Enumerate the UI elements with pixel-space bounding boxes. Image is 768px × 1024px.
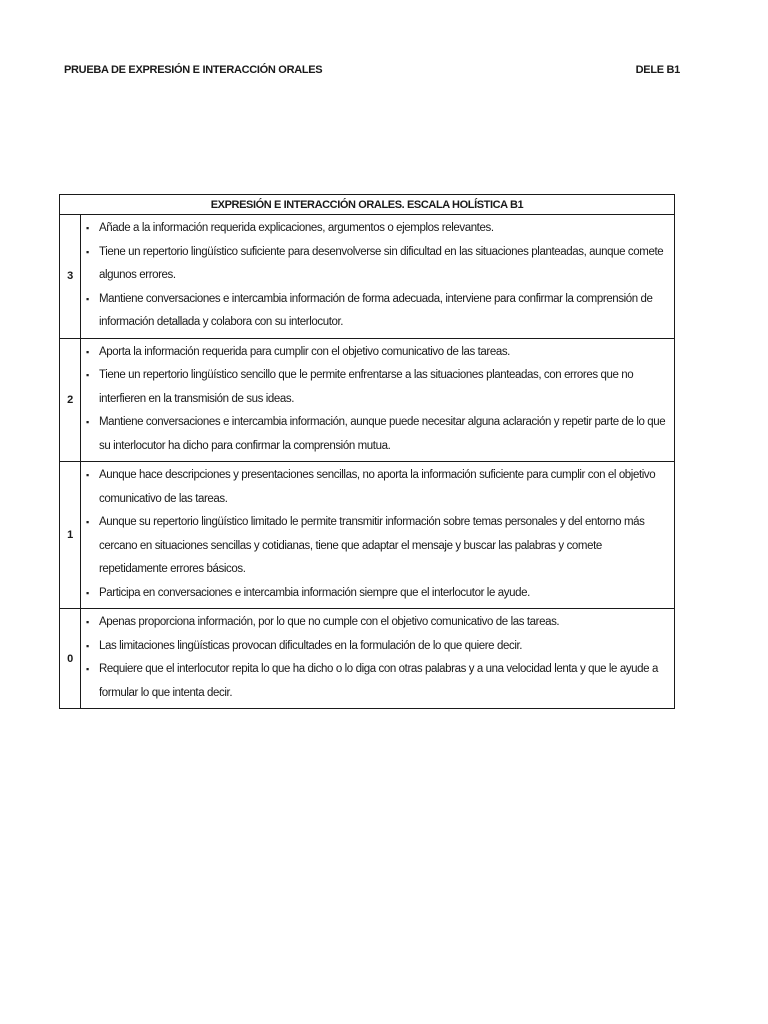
score-value: 1 — [60, 462, 81, 609]
score-descriptors — [81, 338, 675, 462]
descriptor-text: Aporta la información requerida para cumplir con el objetivo comunicativo de las tareas. — [99, 345, 510, 358]
bullet-icon: ▪ — [86, 517, 89, 527]
descriptor-text: Mantiene conversaciones e intercambia información de forma adecuada, interviene para confirmar la comprensión de información detallada y colabora con su interlocutor. — [99, 292, 653, 328]
table-body — [60, 215, 675, 709]
score-descriptors — [81, 462, 675, 609]
descriptor-item — [85, 364, 670, 411]
score-descriptors — [81, 609, 675, 709]
descriptor-item — [85, 511, 670, 582]
score-descriptors — [81, 215, 675, 339]
score-value: 3 — [60, 215, 81, 339]
descriptor-list — [85, 611, 670, 705]
descriptor-item — [85, 288, 670, 335]
bullet-icon: ▪ — [86, 346, 89, 357]
descriptor-item — [85, 341, 670, 365]
descriptor-text: Aunque su repertorio lingüístico limitado le permite transmitir información sobre temas personales y del entorno más cercano en situaciones sencillas y cotidianas, tiene que adaptar el mensaje y buscar las palabras y comete repetidamente errores básicos. — [99, 516, 645, 575]
descriptor-text: Mantiene conversaciones e intercambia información, aunque puede necesitar alguna aclaración y repetir parte de lo que su interlocutor ha dicho para confirmar la comprensión mutua. — [99, 416, 666, 452]
table-title: EXPRESIÓN E INTERACCIÓN ORALES. ESCALA HOLÍSTICA B1 — [60, 195, 675, 215]
bullet-icon: ▪ — [86, 664, 89, 674]
descriptor-list — [85, 341, 670, 459]
descriptor-text: Tiene un repertorio lingüístico suficiente para desenvolverse sin dificultad en las situaciones planteadas, aunque comete algunos errores. — [99, 245, 664, 281]
descriptor-text: Requiere que el interlocutor repita lo que ha dicho o lo diga con otras palabras y a una velocidad lenta y que le ayude a formular lo que intenta decir. — [99, 663, 658, 699]
descriptor-text: Añade a la información requerida explicaciones, argumentos o ejemplos relevantes. — [99, 222, 494, 234]
descriptor-item — [85, 241, 670, 288]
descriptor-list — [85, 217, 670, 335]
descriptor-item — [85, 635, 670, 659]
descriptor-text: Aunque hace descripciones y presentaciones sencillas, no aporta la información suficiente para cumplir con el objetivo comunicativo de las tareas. — [99, 469, 656, 505]
descriptor-text: Las limitaciones lingüísticas provocan dificultades en la formulación de lo que quiere decir. — [99, 639, 523, 652]
bullet-icon: ▪ — [86, 470, 89, 480]
descriptor-item — [85, 582, 670, 606]
bullet-icon: ▪ — [86, 587, 89, 598]
descriptor-item — [85, 464, 670, 511]
page-header — [64, 64, 680, 80]
descriptor-list — [85, 464, 670, 605]
level-label: DELE B1 — [635, 64, 680, 76]
descriptor-text: Apenas proporciona información, por lo que no cumple con el objetivo comunicativo de las tareas. — [99, 616, 560, 628]
bullet-icon: ▪ — [86, 246, 89, 257]
exam-title: PRUEBA DE EXPRESIÓN E INTERACCIÓN ORALES — [64, 64, 323, 76]
table-header-row — [60, 195, 675, 215]
score-value: 2 — [60, 338, 81, 462]
bullet-icon: ▪ — [86, 617, 89, 627]
score-row-3 — [60, 215, 675, 339]
bullet-icon: ▪ — [86, 640, 89, 651]
score-value: 0 — [60, 609, 81, 709]
bullet-icon: ▪ — [86, 223, 89, 233]
descriptor-item — [85, 611, 670, 635]
score-row-1 — [60, 462, 675, 609]
holistic-scale-table — [59, 194, 675, 709]
score-row-2 — [60, 338, 675, 462]
bullet-icon: ▪ — [86, 293, 89, 304]
descriptor-item — [85, 658, 670, 705]
score-row-0 — [60, 609, 675, 709]
descriptor-text: Tiene un repertorio lingüístico sencillo que le permite enfrentarse a las situaciones planteadas, con errores que no interfieren en la transmisión de sus ideas. — [99, 369, 634, 405]
descriptor-item — [85, 411, 670, 458]
descriptor-item — [85, 217, 670, 241]
bullet-icon: ▪ — [86, 417, 89, 427]
descriptor-text: Participa en conversaciones e intercambia información siempre que el interlocutor le ayude. — [99, 586, 530, 599]
bullet-icon: ▪ — [86, 370, 89, 380]
